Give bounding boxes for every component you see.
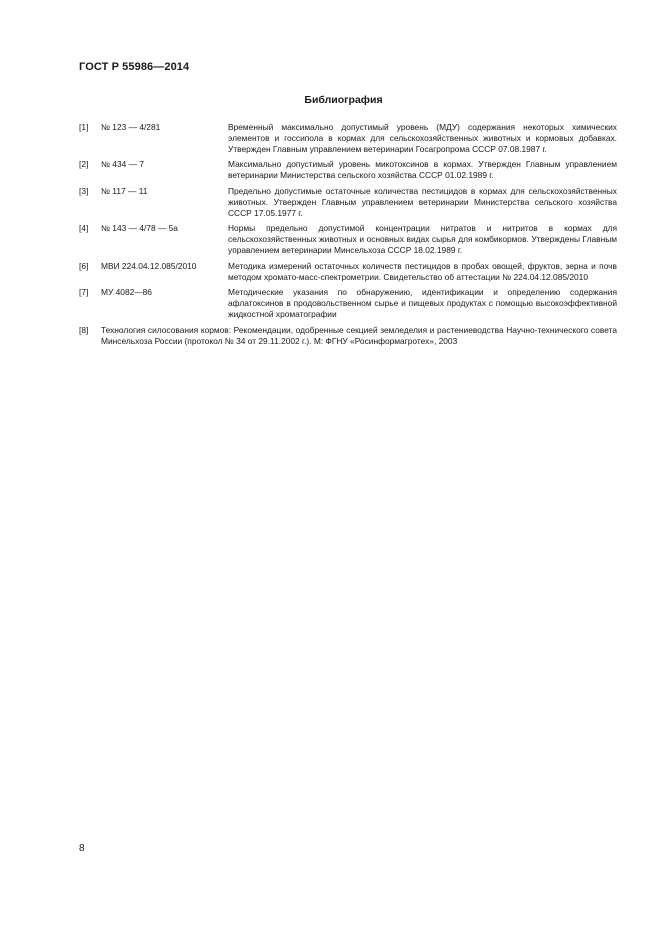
bibliography-list: [79, 122, 617, 351]
bibliography-entry: [79, 122, 617, 154]
section-title: Библиография: [304, 94, 383, 106]
entry-number: [2]: [79, 159, 89, 170]
entry-number: [1]: [79, 122, 89, 132]
entry-number: [6]: [79, 260, 89, 271]
page-number: 8: [79, 843, 85, 854]
entry-document-code: № 434 — 7: [101, 159, 144, 170]
entry-description: Предельно допустимые остаточные количества пестицидов в кормах для сельскохозяйственных животных. Утвержден Главным управлением ветеринарии Министерства сельского хозяйства СССР 17.05.1977 г.: [228, 185, 617, 218]
entry-document-code: МВИ 224.04.12.085/2010: [101, 260, 197, 271]
entry-description: Технология силосования кормов: Рекомендации, одобренные секцией земледелия и растениеводства Научно-технического совета Минсельхоза России (протокол № 34 от 29.11.2002 г.). М: ФГНУ «Росинформагротех», 2003: [101, 324, 617, 346]
standard-code-header: ГОСТ Р 55986—2014: [79, 61, 190, 73]
bibliography-entry: [79, 325, 617, 347]
entry-description: Временный максимально допустимый уровень (МДУ) содержания некоторых химических элементов и госсипола в кормах для сельскохозяйственных животных и кормовых добавках. Утвержден Главным управлением ветеринарии Госагропрома СССР 07.08.1987 г.: [228, 122, 617, 154]
entry-number: [8]: [79, 324, 89, 335]
entry-number: [3]: [79, 185, 89, 196]
bibliography-entry: [79, 261, 617, 283]
bibliography-entry: [79, 287, 617, 319]
entry-document-code: № 117 — 11: [101, 185, 148, 196]
entry-number: [7]: [79, 287, 89, 298]
bibliography-entry: [79, 223, 617, 255]
entry-description: Методические указания по обнаружению, идентификации и определению содержания афлатоксинов в продовольственном сырье и пищевых продуктах с помощью высокоэффективной жидкостной хроматографии: [228, 287, 617, 319]
entry-description: Методика измерений остаточных количеств пестицидов в пробах овощей, фруктов, зерна и почв методом хромато-масс-спектрометрии. Свидетельство об аттестации № 224.04.12.085/2010: [228, 260, 617, 282]
bibliography-entry: [79, 186, 617, 218]
entry-document-code: № 123 — 4/281: [101, 122, 161, 132]
entry-document-code: № 143 — 4/78 — 5а: [101, 223, 178, 234]
entry-description: Нормы предельно допустимой концентрации нитратов и нитритов в кормах для сельскохозяйственных животных и основных видах сырья для комбикормов. Утверждены Главным управлением ветеринарии Минсельхоза СССР 18.02.1989 г.: [228, 223, 617, 255]
entry-number: [4]: [79, 223, 89, 234]
entry-document-code: МУ 4082—86: [101, 287, 152, 298]
entry-description: Максимально допустимый уровень микотоксинов в кормах. Утвержден Главным управлением ветеринарии Министерства сельского хозяйства СССР 01.02.1989 г.: [228, 159, 617, 181]
bibliography-entry: [79, 159, 617, 181]
